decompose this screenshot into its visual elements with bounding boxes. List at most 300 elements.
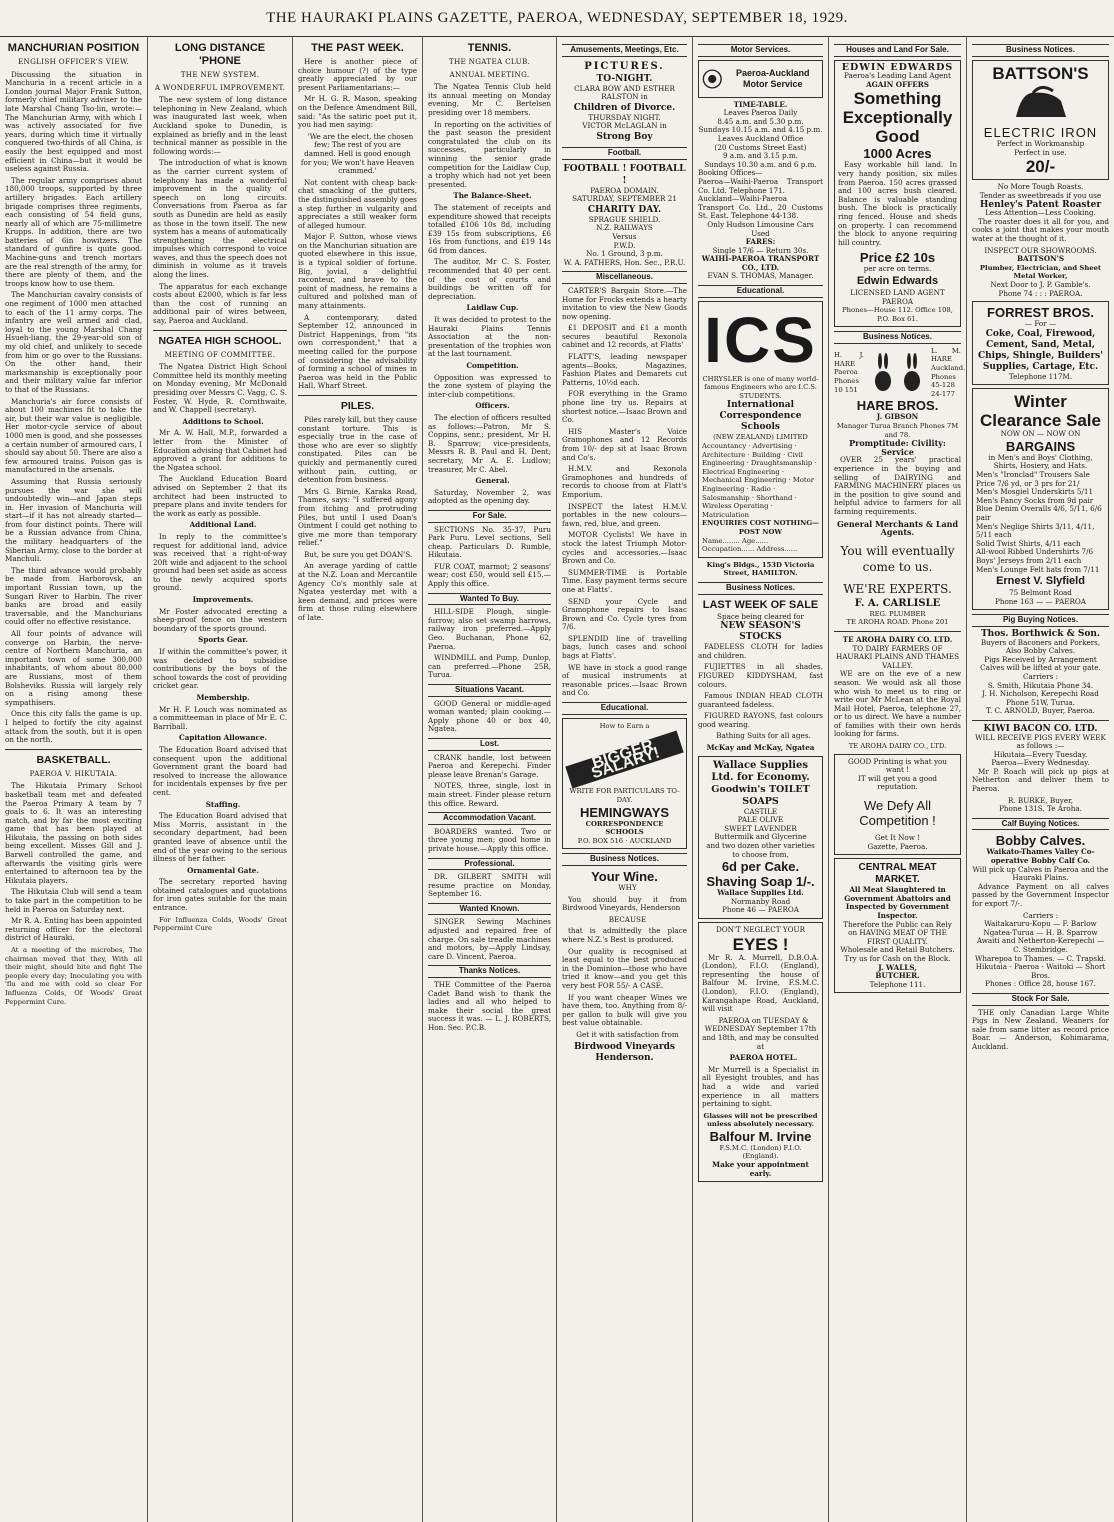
film-title: Strong Boy — [596, 131, 653, 142]
experts: WE'RE EXPERTS. — [843, 581, 952, 596]
dairy-sign: TE AROHA DAIRY CO., LTD. — [848, 742, 947, 751]
film-stars: CLARA BOW AND ESTHER RALSTON in — [574, 83, 675, 102]
column-motor-services — [693, 36, 829, 1522]
soap-price: 6d per Cake. — [721, 859, 800, 875]
article-subtitle: ANNUAL MEETING. — [449, 69, 530, 79]
carrier: Phones : Office 28, house 167. — [985, 979, 1096, 989]
column-tennis — [423, 36, 557, 1522]
classified-ad: INSPECT the latest H.M.V. portables in the new colours—fawn, red, blue, and green. — [562, 501, 687, 528]
column-past-week — [293, 36, 423, 1522]
carrier: S. Smith, Hikutaia Phone 34. — [987, 680, 1094, 690]
soap-item: SWEET LAVENDER — [724, 823, 797, 833]
section-heading: Additions to School. — [182, 416, 264, 426]
wallace-address: Normanby Road — [730, 896, 791, 906]
wine-line: Our quality is recognised at least equal to the best produced in the Dominion—those who have tried it know—and you get this very best FOR 55/- A CASE. — [562, 946, 687, 990]
paragraph: The secretary reported having obtained catalogues and quotations for iron gates suitable for the main entrance. — [153, 877, 287, 913]
winter-title: Winter Clearance Sale — [980, 392, 1101, 431]
paragraph: Mr R. A. Murrell, D.B.O.A. (London), F.I.O. (England), representing the house of Balfour M. Irvine, F.S.M.C. (London), F.I.O. (England), Karangahape Road, Auckland, will visit — [702, 952, 819, 1014]
timetable-line: Auckland—Waihi-Paeroa Transport Co. Ltd., 20 Customs St. East. Telephone 44-138. — [698, 194, 823, 221]
wine-line: Get it with satisfaction from — [576, 1029, 679, 1039]
article-title: NGATEA HIGH SCHOOL. — [158, 334, 282, 347]
paragraph: Mr Murrell is a Specialist in all Eyesight troubles, and has had a wide and varied experience in all matters pertaining to sight. — [702, 1064, 819, 1109]
land-price: Price £2 10s — [859, 250, 936, 266]
section-heading: Improvements. — [192, 595, 254, 605]
buyers: Buyers of Baconers and Porkers, Also Bobby Calves. — [980, 637, 1101, 656]
classified-ad: CRANK handle, lost between Paeroa and Kerepechi. Finder please leave Brenan's Garage. — [428, 752, 551, 779]
write-label: WRITE FOR PARTICULARS TO-DAY. — [569, 787, 680, 804]
wine-footer: Birdwood Vineyards Henderson. — [574, 1042, 675, 1064]
dairy-name: TE AROHA DAIRY CO. LTD. — [842, 634, 953, 644]
meat-line: Therefore the Public can Rely on HAVING MEAT OF THE FIRST QUALITY. — [843, 919, 952, 946]
burke: R. BURKE, Buyer, — [1007, 795, 1074, 805]
gibson: J. GIBSON — [876, 412, 919, 422]
soap-item: Buttermilk and Glycerine — [714, 832, 807, 842]
section-heading: General. — [475, 476, 510, 486]
wallace-ad — [698, 756, 823, 919]
timetable-line: Leaves Auckland Office — [717, 133, 804, 143]
classified-heading: Thanks Notices. — [428, 965, 551, 978]
general-merchants: General Merchants & Land Agents. — [836, 518, 959, 538]
hare-left: H. J. HARE Paeroa Phones 10 151 — [834, 351, 864, 394]
hare-bros: HARE BROS. — [856, 398, 939, 414]
classified-ad: THE Committee of the Paeroa Cadet Band wish to thank the ladies and all who helped to make their social the great success it was. — L. J. ROBERTS, Hon. Sec. P.C.B. — [428, 980, 551, 1032]
classified-heading: Business Notices. — [698, 582, 823, 595]
section-heading: Staffing. — [205, 799, 241, 809]
ics-form: Name........ Age...... Occupation...... Address...... — [702, 536, 798, 554]
company-name: WAIHI-PAEROA TRANSPORT CO., LTD. — [701, 254, 820, 272]
forrest-tel: Telephone 117M. — [1008, 371, 1073, 381]
classified-heading: Calf Buying Notices. — [972, 818, 1109, 831]
forrest-title: FORREST BROS. — [987, 305, 1094, 321]
classified-heading: Educational. — [562, 702, 687, 715]
paragraph: Assuming that Russia seriously pursues the war she will undoubtedly win—and Japan steps in. Her invasion of Manchuria will start—if it has not already started—from four distinct points. There will be a Russian advance from China, the military headquarters of the Siberian Army, close to the border at Manchuli. — [5, 476, 142, 564]
paragraph: Mr R. A. Enting has been appointed returning officer for the electoral district of Hauraki. — [5, 916, 142, 943]
hemingways-sub: CORRESPONDENCE SCHOOLS — [585, 819, 664, 837]
classified-heading: Educational. — [698, 285, 823, 298]
perfect-line: Perfect in use. — [1014, 147, 1067, 157]
classified-heading: Houses and Land For Sale. — [834, 44, 961, 57]
town: PAEROA — [881, 296, 914, 306]
paragraph: A contemporary, dated September 12, announced in District Happenings, from "its own correspondent," that a meeting called for the purpose of considering the advisability of forming a school of mines in Paeroa was held in the Public Hall, Wharf Street. — [298, 312, 417, 391]
dairy-sub: TO DAIRY FARMERS OF HAURAKI PLAINS AND THAMES VALLEY. — [835, 643, 960, 670]
paragraph: Mrs G. Birnie, Karaka Road, Thames, says: "I suffered agony from itching and protruding Piles, but until I used Doan's Ointment I could get nothing to give me more than temporary relief." — [298, 486, 417, 548]
sale-item: Men's "Ironclad" Trousers Sale Price 7/6 yd, or 3 prs for 21/ — [976, 470, 1090, 488]
football-heading: FOOTBALL ! FOOTBALL ! — [563, 163, 686, 186]
forrest-ad — [972, 301, 1109, 385]
fares-heading: FARES: — [745, 237, 776, 247]
column-amusements — [557, 36, 693, 1522]
classified-heading: Football. — [562, 147, 687, 160]
section-heading: Laidlaw Cup. — [466, 303, 519, 313]
classified-ad: DR. GILBERT SMITH will resume practice on Monday, September 16. — [428, 872, 551, 899]
classified-ad: SPLENDID line of travelling bags, lunch cases and school bags at Flatts'. — [562, 633, 687, 661]
meat-title: CENTRAL MEAT MARKET. — [858, 862, 937, 886]
sale-item: Famous INDIAN HEAD CLOTH guaranteed fadeless. — [698, 691, 823, 709]
kiwi-line: Mr P. Roach will pick up pigs at Netherton and deliver them to Paeroa. — [972, 766, 1109, 794]
paragraph: The auditor, Mr C. S. Foster, recommended that 40 per cent. of the cost of courts and buildings be written off for depreciation. — [428, 257, 551, 301]
electric-iron-icon — [1011, 83, 1071, 123]
eyes-ad — [698, 922, 823, 1182]
timetable-line: Only Hudson Limousine Cars Used — [707, 219, 814, 238]
footer-note: For Influenza Colds, Woods' Great Peppermint Cure — [153, 915, 287, 933]
classified-ad: NOTES, three, single, lost in main street. Finder please return this office. Reward. — [428, 781, 551, 808]
soap-item: CASTILE — [743, 806, 778, 816]
classified-ad: WE have in stock a good range of musical instruments at reasonable prices.—Isaac Brown and Co. — [562, 662, 687, 698]
paragraph: In reply to the committee's request for additional land, advice was received that a right-of-way 20ft wide and adjacent to the school ground had been set aside as access to the newly acquired sports ground. — [153, 531, 287, 593]
sale-item: Men's Neglige Shirts 3/11, 4/11, 5/11 each — [976, 521, 1095, 540]
paragraph: An average yarding of cattle at the N.Z. Loan and Mercantile Agency Co's monthly sale at Ngatea yesterday met with a keen demand, and prices were firm at those ruling elsewhere of late. — [298, 561, 417, 623]
article-title: BASKETBALL. — [36, 753, 111, 766]
classified-heading: For Sale. — [428, 510, 551, 523]
waikato: Waikato-Thames Valley Co-operative Bobby Calf Co. — [986, 847, 1095, 866]
ics-address: King's Bldgs., 153D Victoria Street, HAMILTON. — [706, 560, 815, 578]
column-manchurian — [0, 36, 148, 1522]
ics-enquiries: ENQUIRIES COST NOTHING—POST NOW — [702, 519, 819, 536]
bargains: BARGAINS — [1005, 438, 1076, 454]
section-heading: Officers. — [475, 401, 510, 411]
divider — [298, 395, 417, 396]
roast-line: Tender as sweetbreads if you use — [979, 190, 1102, 200]
article-title: TENNIS. — [467, 42, 512, 54]
timetable-line: Paeroa—Waihi-Paeroa Transport Co. Ltd. Telephone 171. — [698, 176, 823, 195]
sale-item: Solid Twist Shirts, 4/11 each — [976, 538, 1081, 548]
verse: At a meeting of the microbes, The chairman moved that they, With all their might, should bite and fight The people every day; Inoculating you with 'flu and me with cold so clear For Influenza Colds, Of Woods' Great Peppermint Cure. — [5, 946, 142, 1006]
goodwin-title: Goodwin's TOILET SOAPS — [711, 783, 810, 807]
section-heading: Membership. — [196, 693, 250, 702]
timetable-line: Sundays 10.15 a.m. and 4.15 p.m. — [698, 125, 823, 135]
classified-heading: Motor Services. — [698, 44, 823, 57]
versus: Versus — [612, 231, 637, 241]
paragraph: All four points of advance will converge on Harbin, the nerve-centre of Northern Manchuria, an important town of some 300,000 inhabitants, of whom about 80,000 are Russians, most of them Bolsheviks. Russia will largely rely on a rising among these sympathisers. — [5, 629, 142, 707]
eyes-heading: DON'T NEGLECT YOUR — [716, 925, 805, 934]
paragraph: Mr H. G. R. Mason, speaking on the Defence Amendment Bill, said: "As the satiric poet put it, you had men saying: — [298, 94, 417, 130]
mckay-footer: McKay and McKay, Ngatea — [706, 743, 815, 753]
kiwi-line: Paeroa—Every Wednesday. — [991, 758, 1090, 768]
paragraph: Here is another piece of choice humour (?) of the type greatly appreciated by our present Parliamentarians:— — [298, 57, 417, 92]
ground: No. 1 Ground, 3 p.m. — [586, 249, 663, 259]
paragraph: Mr Foster advocated erecting a sheep-proof fence on the western boundary of the sports ground. — [153, 606, 287, 633]
kiwi-sub: WILL RECEIVE PIGS EVERY WEEK as follows :— — [975, 732, 1106, 751]
paragraph: Discussing the situation in Manchuria in a recent article in a London journal Major Frank Sutton, formerly chief military adviser to the late Marshal Chang Tso-lin, wrote:—The Manchurian Army, with which I was actively associated for five years, during which time it virtually conquered two-thirds of all China, is easily the best equipped and most efficient in China—but it would be useless against Russia. — [5, 69, 142, 174]
agent-name: EDWIN EDWARDS — [841, 61, 954, 73]
hare-icon — [901, 353, 923, 393]
section-heading: The Balance-Sheet. — [453, 191, 532, 201]
ics-logo: ICS — [704, 303, 817, 376]
column-business — [967, 36, 1114, 1522]
borthwick: Thos. Borthwick & Son. — [980, 628, 1101, 639]
classified-ad: SECTIONS No. 35-37, Puru Park Puru. Level sections, Sell cheap. Particulars D. Rumble, Hikutaia. — [428, 524, 551, 560]
classified-ad: SINGER Sewing Machines adjusted and repaired free of charge. On sale treadle machines and motors, by—Apply Lindsay, care D. Vincent, Paeroa. — [428, 917, 551, 961]
paragraph: PAEROA HOTEL. — [729, 1053, 798, 1063]
paragraph: The statement of receipts and expenditure showed that receipts totalled £106 10s 8d, including £39 15s from subscriptions, £6 16s from functions, and £19 14s 6d from dances. — [428, 202, 551, 255]
motor-service-ad — [698, 60, 823, 98]
wine-title: Your Wine. — [591, 868, 658, 884]
wine-line: that is admittedly the place where N.Z.'s Best is produced. — [562, 926, 687, 944]
quote: 'We are the elect, the chosen few; The rest of you are damned. Hell is good enough for you; We won't have Heaven crammed.' — [300, 131, 415, 176]
kiwi-bacon: KIWI BACON CO. LTD. — [983, 723, 1098, 734]
classified-heading: Pig Buying Notices. — [972, 614, 1109, 627]
licensed: LICENSED LAND AGENT — [850, 287, 945, 297]
acres-description: Easy workable hill land. In very handy position, six miles from Paeroa. 150 acres grassed and 100 acres bush cleared. Balance is valuable standing bush. The block is practically ring fenced. House and sheds on property. I can recommend the block to anyone requiring hill country. — [838, 160, 957, 247]
earn-label: How to Earn a — [599, 721, 650, 730]
timetable-line: 8.45 a.m. and 5.30 p.m. — [717, 116, 804, 126]
electric-iron: ELECTRIC IRON — [983, 125, 1098, 141]
hemingways-address: P.O. BOX 516 · AUCKLAND — [577, 836, 672, 845]
team: P.W.D. — [613, 240, 636, 250]
meat-line: All Meat Slaughtered in Government Abattoirs and Inspected by Government Inspector. — [844, 885, 951, 920]
paragraph: If within the committee's power, it was decided to subsidise contributions by the boys of the school towards the cost of providing cricket gear. — [153, 647, 287, 691]
timetable-line: Sundays 10.30 a.m. and 6 p.m. — [704, 159, 817, 169]
carrier: T. C. ARNOLD, Buyer, Paeroa. — [986, 706, 1095, 716]
column-telephone — [148, 36, 293, 1522]
classified-ad: FLATT'S, leading newspaper agents—Books, Magazines, Fashion Plates and Demarets cut Patterns, 10½d each. — [562, 352, 687, 387]
sale-item: Men's Mosgiel Underskirts 5/11 — [976, 487, 1094, 497]
carrier: Awaiti and Netherton-Kerepechi — C. Stembridge. — [976, 936, 1105, 954]
bargains-sub: in Men's and Boys' Clothing, Shirts, Hosiery, and Hats. — [988, 452, 1093, 471]
eyes-title: EYES ! — [732, 934, 789, 954]
match-date: SATURDAY, SEPTEMBER 21 — [572, 194, 677, 204]
ics-caption: CHRYSLER is one of many world-famous Engineers who are I.C.S. STUDENTS. — [702, 374, 819, 400]
waikato-sub: Will pick up Calves in Paeroa and the Hauraki Plains. — [972, 864, 1109, 883]
something-good: Something Exceptionally Good — [842, 89, 953, 147]
divider — [972, 720, 1109, 721]
printing-ad — [834, 754, 961, 856]
printing-line: GOOD Printing is what you want ! — [847, 756, 947, 775]
ics-subname: (NEW ZEALAND) LIMITED — [713, 433, 808, 442]
secretary: W. A. FATHERS, Hon. Sec., P.R.U. — [563, 257, 686, 267]
paragraph: In reporting on the activities of the past season the president congratulated the club on its successes, particularly in winning the senior grade competition for the Laidlaw Cup, a trophy which had not yet been presented. — [428, 119, 551, 189]
classified-ad: THE only Canadian Large White Pigs in New Zealand. Weaners for sale from same litter as record price Boar. — Anderson, Kohimarama, Auckland. — [972, 1007, 1109, 1051]
shaving-price: Shaving Soap 1/-. — [706, 874, 815, 890]
timetable-line: Booking Offices— — [698, 168, 763, 178]
classified-ad: MOTOR Cyclists! We have in stock the latest Triumph Motor-cycles and accessories.—Isaac Brown and Co. — [562, 530, 687, 566]
meat-ad — [834, 858, 961, 993]
classified-ad: CARTER'S Bargain Store.—The Home for Frocks extends a hearty invitation to view the New Goods now opening. — [562, 285, 687, 321]
roast-line: Less Attention—Less Cooking. — [985, 208, 1096, 218]
sale-item: Bathing Suits for all ages. — [716, 731, 811, 741]
article-subtitle: THE NEW SYSTEM. — [180, 70, 260, 79]
article-subtitle: ENGLISH OFFICER'S VIEW. — [17, 57, 129, 66]
price-terms: per acre on terms. — [863, 264, 932, 274]
paragraph: The third advance would probably be made from Harborovsk, an important Russian town, up the Sungari River to Harbin. The river banks are broad and easily traversable, and the Manchurians could offer no effective resistance. — [5, 565, 142, 627]
soap-item: PALE OLIVE — [737, 815, 784, 825]
gibson-sub: Manager Turua Branch Phones 7M and 78. — [836, 422, 959, 439]
hemingways-name: HEMINGWAYS — [579, 804, 670, 820]
agent-name: Edwin Edwards — [856, 274, 939, 287]
again-offers: AGAIN OFFERS — [866, 79, 929, 89]
paragraph: The Auckland Education Board advised on September 2 that its architect had been instructed to prepare plans and invite tenders for the work as early as possible. — [153, 474, 287, 518]
carriers: Carriers : — [1022, 671, 1059, 681]
agent-tagline: Paeroa's Leading Land Agent — [844, 71, 951, 81]
venue: PAEROA DOMAIN. — [590, 185, 659, 195]
section-heading: Competition. — [466, 361, 519, 370]
paragraph: But, be sure you get DOAN'S. — [304, 549, 413, 559]
salary-banner: BIGGER SALARY! — [565, 731, 683, 789]
classified-heading: Miscellaneous. — [562, 271, 687, 284]
article-title: THE PAST WEEK. — [311, 42, 404, 54]
section-heading: Additional Land. — [189, 520, 257, 530]
section-heading: Capitation Allowance. — [178, 733, 268, 743]
battson-trade: Plumber, Electrician, and Sheet Metal Worker, — [979, 263, 1102, 281]
aroha-road: TE AROHA ROAD. Phone 201 — [846, 618, 949, 627]
paragraph: Mr A. W. Hall, M.P., forwarded a letter from the Minister of Education advising that Cabinet had approved a grant for additions to the Ngatea school. — [153, 428, 287, 472]
service-name: Paeroa-Auckland Motor Service — [735, 67, 810, 89]
classified-heading: Lost. — [428, 738, 551, 751]
shield: SPRAGUE SHIELD. — [588, 214, 661, 224]
classified-ad: BOARDERS wanted. Two or three young men; good home in private house.—Apply this office. — [428, 826, 551, 853]
fares-line: Single 17/6 — Return 30s. — [712, 245, 809, 255]
meat-line: Wholesale and Retail Butchers. Try us for Cash on the Block. — [840, 945, 955, 963]
phones: Phones—House 112. Office 108, P.O. Box 61. — [842, 306, 953, 323]
printing-line: IT will get you a good reputation. — [857, 773, 937, 792]
article-title: MANCHURIAN POSITION — [7, 42, 140, 54]
timetable-heading: TIME-TABLE. — [733, 99, 788, 109]
paragraph: The introduction of what is known as the carrier current system of telephony has made a wonderful improvement in the quality of speech on long circuits. Conversations from Paeroa as far south as Dunedin are held as easily as those in the town itself. The new system has a means of automatically strengthening the electrical impulses which correspond to voice waves, and thus the speech does not diminish in volume as it travels along the lines. — [153, 158, 287, 280]
paragraph: The Hikutaia Club will send a team to take part in the competition to be held in Paeroa on Saturday next. — [5, 887, 142, 914]
carrier: J. H. Nicholson, Kerepechi Road Phone 51W, Turua. — [982, 689, 1099, 707]
winter-sale-ad — [972, 388, 1109, 610]
section-heading: Ornamental Gate. — [187, 865, 259, 875]
classified-ad: SEND your Cycle and Gramophone repairs to Isaac Brown and Co. Cycle tyres from 7/6. — [562, 596, 687, 632]
divider — [834, 631, 961, 632]
paragraph: The apparatus for each exchange costs about £2000, which is far less than the cost of running an additional pair of wires between, say, Paeroa and Auckland. — [153, 281, 287, 326]
sale-item: FIGURED RAYONS, fast colours good wearing. — [698, 711, 823, 729]
battson-name: BATTSON'S — [1016, 254, 1065, 264]
paragraph: Mr H. F. Louch was nominated as a committeeman in place of Mr E. C. Barriball. — [153, 704, 287, 731]
wine-line: BECAUSE — [608, 914, 647, 924]
perfect-line: Perfect in Workmanship — [996, 139, 1085, 149]
paragraph: The roaster does it all for you, and cooks a joint that makes your mouth water at the thought of it. — [972, 216, 1109, 243]
carriers: Carriers : — [1022, 910, 1059, 920]
paragraph: Major F. Sutton, whose views on the Manchurian situation are quoted elsewhere in this issue, is a typical soldier of fortune. Big, jovial, a delightful raconteur, and brave to the point of madness, he remains a cultured and polished man of many attainments. — [298, 232, 417, 311]
classified-ad: HILL-SIDE Plough, single-furrow; also set swamp harrows, railway iron preferred.—Apply Geo. Buchanan, Phone 62, Paeroa. — [428, 607, 551, 651]
article-subtitle: A WONDERFUL IMPROVEMENT. — [154, 82, 286, 92]
timetable-line: 9 a.m. and 3.15 p.m. — [723, 151, 798, 161]
ics-ad — [698, 301, 823, 558]
hemingways-ad — [562, 718, 687, 850]
plumber: REG. PLUMBER — [869, 609, 926, 618]
team: N.Z. RAILWAYS — [596, 223, 653, 233]
thursday-label: THURSDAY NIGHT. — [588, 112, 661, 122]
promptitude: Promptitude: Civility: Service — [849, 438, 946, 457]
paragraph: The Education Board advised that consequent upon the additional Government grant the board had resolved to increase the allowance for incidentals expenses by five per cent. — [153, 744, 287, 797]
columns — [0, 36, 1114, 1522]
sale-item: FADELESS CLOTH for ladies and children. — [698, 642, 823, 660]
film-title: Children of Divorce. — [573, 102, 676, 113]
classified-heading: Amusements, Meetings, Etc. — [562, 44, 687, 57]
timetable-line: Leaves Paeroa Daily — [723, 108, 798, 118]
pigs: Pigs Received by Arrangement — [984, 654, 1097, 664]
classified-ad: HIS Master's Voice Gramophones and 12 Records from 10/- dep sit at Isaac Brown and Co's. — [562, 426, 687, 462]
butcher: BUTCHER. — [875, 971, 920, 981]
sale-title: LAST WEEK OF SALE — [702, 598, 819, 611]
sale-sub: Space being cleared for — [717, 611, 804, 621]
paragraph: It was decided to protest to the Hauraki Plains Tennis Association at the non-presentation of the trophies won at the last tournament. — [428, 315, 551, 359]
glasses-note: Glasses will not be prescribed unless absolutely necessary. — [703, 1111, 818, 1129]
classified-ad: WINDMILL and Pump, Dunlop, can preferred.—Phone 25R, Turua. — [428, 653, 551, 680]
paragraph: The Manchurian cavalry consists of one regiment of 1000 men attached to each of the 11 army corps. The infantry are well armed and clad, loyal to the young Marshal Chang Hsueh-liang, the 29-year-old son of my old chief, and unlikely to secede from him or go over to the Russians. On the other hand, their marksmanship is exceptionally poor and their military value far inferior to that of the Russians. — [5, 290, 142, 394]
ics-name: International Correspondence Schools — [719, 400, 802, 433]
timetable-line: (20 Customs Street East) — [714, 142, 807, 152]
defy: We Defy All Competition ! — [859, 798, 936, 829]
battson-ad — [972, 60, 1109, 181]
now-on: NOW ON — NOW ON — [1000, 429, 1081, 439]
edwards-ad — [834, 60, 961, 328]
sale-item: All-wool Ribbed Undershirts 7/6 — [976, 547, 1094, 557]
calves: Calves will be lifted at your gate. — [980, 663, 1101, 673]
get-it: Get It Now ! — [874, 833, 921, 843]
slyfield-address: 75 Belmont Road — [1009, 588, 1072, 598]
forrest-goods: Coke, Coal, Firewood, Cement, Sand, Metal, Chips, Shingle, Builders' Supplies, Cartage, Etc. — [977, 328, 1104, 372]
classified-ad: FUR COAT, marmot; 2 seasons' wear; cost £50, would sell £15.—Apply this office. — [428, 561, 551, 589]
appointment-note: Make your appointment early. — [712, 1160, 809, 1178]
ics-courses: Accountancy · Advertising · Architecture · Building · Civil Engineering · Draughtsmanship · Electrical Engineering · Mechanical Engineering · Motor Engineering · Radio · Salesmanship · Shorthand · Wireless Operating · Matriculation — [702, 442, 817, 519]
sale-item: Boys' Jerseys from 2/11 each — [976, 556, 1082, 565]
paragraph: Piles rarely kill, but they cause constant torture. This is especially true in the case of those who are ever so slightly constipated. Piles can be quickly and permanently cured without pain, cutting, or detention from business. — [298, 414, 417, 485]
iron-price: 20/- — [1025, 157, 1056, 177]
battson-phone: Phone 74 : : : PAEROA. — [998, 288, 1083, 298]
balfour-name: Balfour M. Irvine — [709, 1128, 812, 1144]
classified-heading: Situations Vacant. — [428, 684, 551, 697]
sale-stocks: NEW SEASON'S STOCKS — [720, 621, 801, 643]
wine-line: You should buy it from Birdwood Vineyards, Henderson — [562, 894, 687, 913]
classified-heading: Business Notices. — [972, 44, 1109, 57]
sale-item: Blue Denim Overalls 4/6, 5/11, 6/6 pair — [976, 504, 1102, 523]
paragraph: Opposition was expressed to the zone system of playing the inter-club competitions. — [428, 372, 551, 399]
inspect: INSPECT OUR SHOWROOMS. — [984, 245, 1097, 255]
paragraph: The new system of long distance telephoning in New Zealand, which was inaugurated last week, when Auckland spoke to Dunedin, is explained as briefly and in the least technical manner as possible in the following words:— — [153, 95, 287, 156]
walls: J. WALLS, — [878, 962, 917, 972]
sale-item: Men's Lounge Felt hats from 7/11 — [976, 564, 1100, 574]
carlisle: F. A. CARLISLE — [854, 597, 941, 609]
battson-title: BATTSON'S — [992, 63, 1089, 83]
masthead: THE HAURAKI PLAINS GAZETTE, PAEROA, WEDNESDAY, SEPTEMBER 18, 1929. — [0, 0, 1114, 37]
henley: Henley's Patent Roaster — [979, 199, 1102, 210]
forrest-for: — For — — [1024, 319, 1057, 329]
classified-heading: Accommodation Vacant. — [428, 812, 551, 825]
kiwi-line: Hikutaia—Every Tuesday. — [993, 749, 1088, 759]
article-subtitle: THE NGATEA CLUB. — [448, 57, 531, 66]
paragraph: Once this city falls the game is up. I helped to fortify the city against attack from the south, but it is open on the north. — [5, 709, 142, 745]
slyfield-phone: Phone 163 — — PAEROA — [994, 596, 1086, 606]
classified-ad: H.M.V. and Rexonola Gramophones and hundreds of records to choose from at Flatt's Emporium. — [562, 464, 687, 499]
classified-ad: £1 DEPOSIT and £1 a month secures beautiful Rexonola cabinet and 12 records, at Flatts' — [562, 323, 687, 350]
paragraph: The Ngatea Tennis Club held its annual meeting on Monday evening, Mr C. Bertelsen presiding over 18 members. — [428, 82, 551, 117]
balfour-quals: F.S.M.C. (London) F.I.O. (England). — [719, 1143, 802, 1161]
paragraph: The Ngatea District High School Committee held its monthly meeting on Monday evening, Mr McDonald presiding over Messrs C. Vagg, C. S. Foster, W. Hyde, R. Cornthwaite, and W. Chappell (secretary). — [153, 362, 287, 415]
paragraph: PAEROA on TUESDAY & WEDNESDAY September 17th and 18th, and may be consulted at — [702, 1015, 819, 1051]
classified-heading: Wanted Known. — [428, 903, 551, 916]
article-title: LONG DISTANCE 'PHONE — [174, 42, 266, 67]
classified-ad: SUMMER-TIME is Portable Time. Easy payment terms secure one at Flatts'. — [562, 567, 687, 594]
bobby-calves: Bobby Calves. — [995, 833, 1086, 849]
carrier: Waitakaruru-Kopu — F. Barlow — [984, 919, 1097, 929]
wallace-phone: Phone 46 — PAEROA — [722, 905, 799, 915]
paragraph: OVER 25 years' practical experience in the buying and selling of DAIRYING and FARMING MACHINERY places us in the position to give sound and helpful advice to farmers for all farming requirements. — [834, 455, 961, 516]
soap-item: and two dozen other varieties to choose from, — [706, 841, 815, 859]
battson-location: Next Door to J. P. Gamble's. — [990, 279, 1091, 289]
classified-heading: Professional. — [428, 858, 551, 871]
paragraph: The Hikutaia Primary School basketball team met and defeated the Paeroa Primary A team by 7 goals to 6. It was an interesting match, and by far the most exciting game that has been played at Hikutaia, the passing on both sides being excellent. Misses Gill and J. Barwell controlled the game, and afterwards the visiting girls were entertained to afternoon tea by the Hikutaia players. — [5, 781, 142, 885]
gazette: Gazette, Paeroa. — [867, 841, 928, 851]
classified-ad: FOR everything in the Gramo phone line try us. Repairs at shortest notice.—Isaac Brown and Co. — [562, 389, 688, 425]
wallace-title: Wallace Supplies Ltd. for Economy. — [711, 759, 810, 783]
film-stars: VICTOR McLAGLAN in — [582, 121, 667, 131]
article-subtitle: PAEROA V. HIKUTAIA. — [29, 768, 118, 778]
sale-item: Men's Fancy Socks from 9d pair — [976, 495, 1094, 505]
charity-day: CHARITY DAY. — [587, 204, 662, 215]
eventually: You will eventually come to us. — [840, 543, 955, 574]
